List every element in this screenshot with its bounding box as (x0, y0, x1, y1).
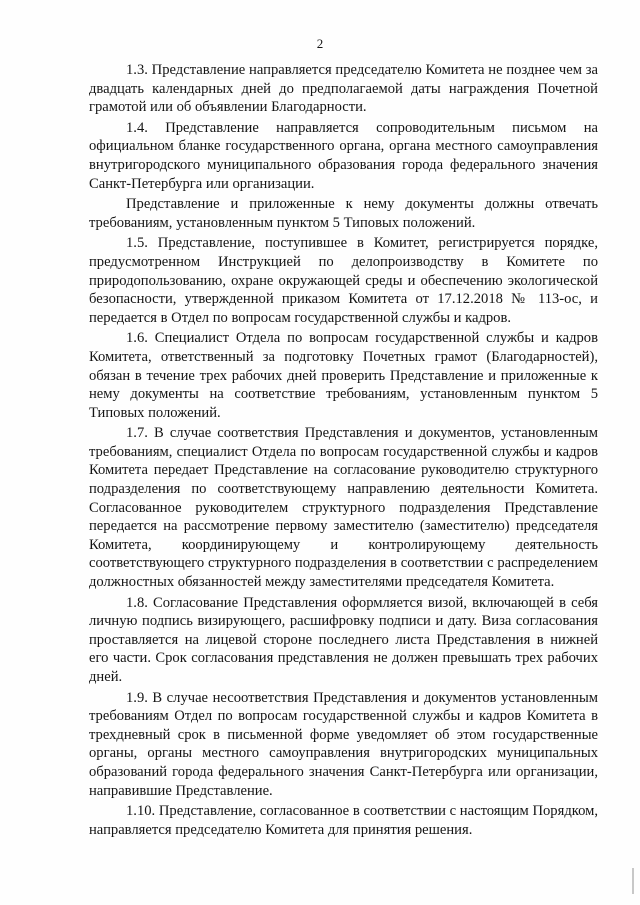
scan-edge-mark (632, 868, 634, 894)
paragraph-1-4: 1.4. Представление направляется сопроводительным письмом на официальном бланке государственного органа, органа местного самоуправления внутригородского муниципального образования города федерального значения Санкт-Петербурга или организации. (89, 119, 598, 192)
paragraph-requirements: Представление и приложенные к нему документы должны отвечать требованиям, установленным пунктом 5 Типовых положений. (89, 196, 598, 231)
paragraph-1-9: 1.9. В случае несоответствия Представления и документов установленным требованиям Отдел по вопросам государственной службы и кадров Комитета в трехдневный срок в письменной форме уведомляет об этом государственные органы, органы местного самоуправления внутригородских муниципальных образований города федерального значения Санкт-Петербурга или организации, направившие Представление. (89, 689, 598, 799)
paragraph-1-7: 1.7. В случае соответствия Представления и документов, установленным требованиям, специалист Отдела по вопросам государственной службы и кадров Комитета передает Представление на согласование руководителю структурного подразделения по соответствующему направлению деятельности Комитета. Согласованное руководителем структурного подразделения Представление передается на рассмотрение первому заместителю (заместителю) председателя Комитета, координирующему и контролирующему деятельность соответствующего структурного подразделения в соответствии с распределением должностных обязанностей между заместителями председателя Комитета. (89, 425, 598, 591)
paragraph-1-3: 1.3. Представление направляется председателю Комитета не позднее чем за двадцать календарных дней до предполагаемой даты награждения Почетной грамотой или об объявлении Благодарности. (89, 62, 598, 116)
paragraph-1-6: 1.6. Специалист Отдела по вопросам государственной службы и кадров Комитета, ответственный за подготовку Почетных грамот (Благодарностей), обязан в течение трех рабочих дней проверить Представление и приложенные к нему документы на соответствие требованиям, установленным пунктом 5 Типовых положений. (89, 330, 598, 421)
page-number: 2 (316, 36, 324, 51)
paragraph-1-5: 1.5. Представление, поступившее в Комитет, регистрируется порядке, предусмотренном Инструкцией по делопроизводству в Комитете по природопользованию, охране окружающей среды и обеспечению экологической безопасности, утвержденной приказом Комитета от 17.12.2018 № 113-ос, и передается в Отдел по вопросам государственной службы и кадров. (89, 235, 598, 326)
paragraph-1-10: 1.10. Представление, согласованное в соответствии с настоящим Порядком, направляется председателю Комитета для принятия решения. (89, 803, 598, 838)
paragraph-1-8: 1.8. Согласование Представления оформляется визой, включающей в себя личную подпись визирующего, расшифровку подписи и дату. Виза согласования проставляется на лицевой стороне последнего листа Представления в нижней его части. Срок согласования представления не должен превышать трех рабочих дней. (89, 594, 598, 685)
document-body (89, 61, 598, 841)
